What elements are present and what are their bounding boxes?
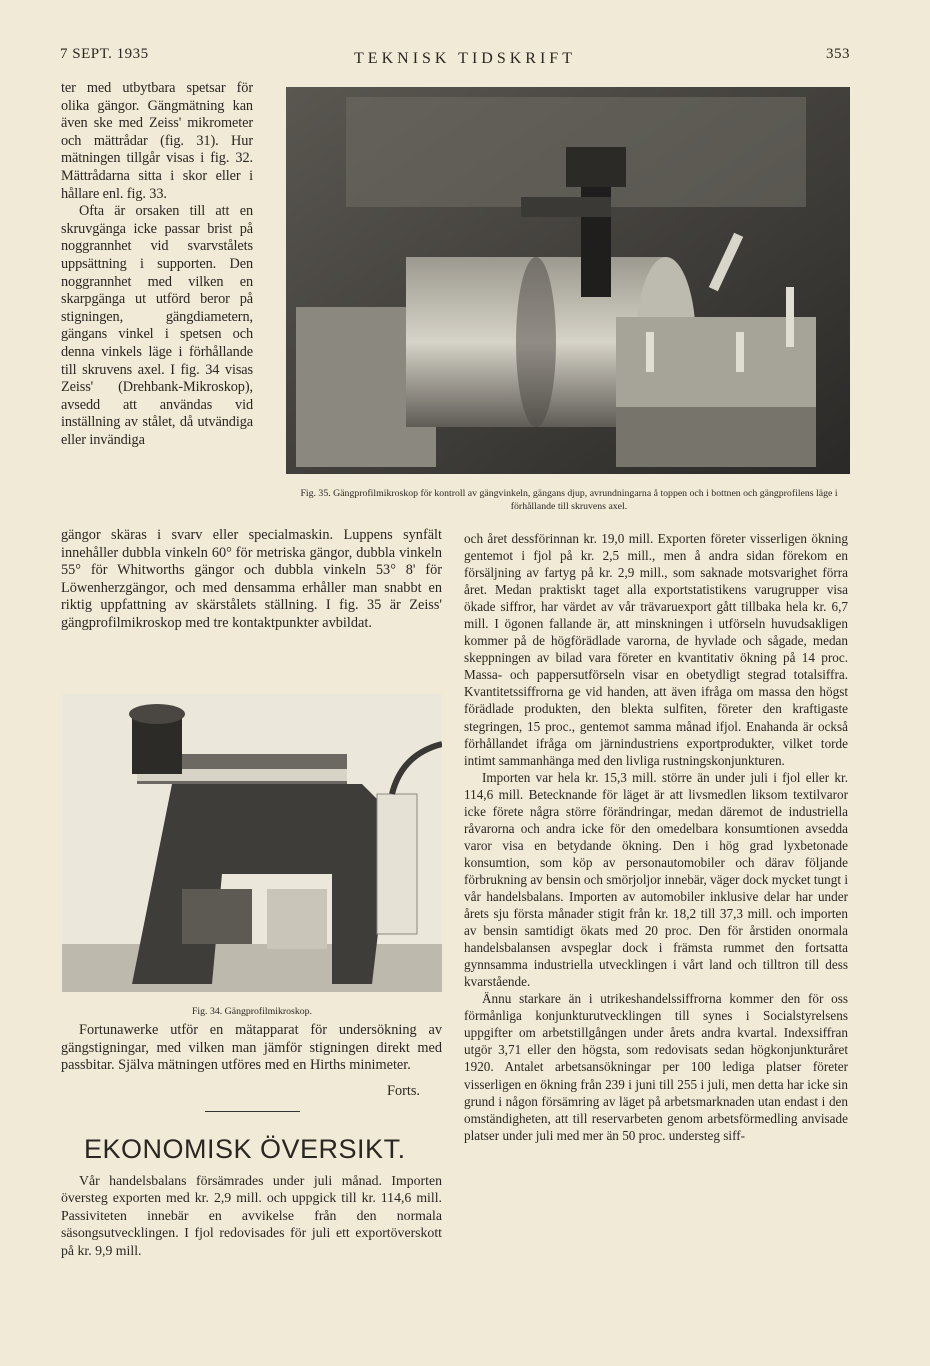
section-left-text — [61, 1172, 442, 1259]
article-paragraph: Fortunawerke utför en mätapparat för undersökning av gängstigningar, med vilken man jämför stigningen direkt med passbitar. Själva mätningen utföres med en Hirths minimeter. — [61, 1022, 442, 1074]
article-narrow-column — [61, 80, 253, 449]
header-journal-title: TEKNISK TIDSKRIFT — [354, 50, 576, 67]
economy-paragraph: Vår handelsbalans försämrades under juli månad. Importen översteg exporten med kr. 2,9 mill. och uppgick till kr. 114,6 mill. Passiviteten innebär en avvikelse från den normala säsongsutvecklingen. I fjol redovisades för juli ett exportöverskott på kr. 9,9 mill. — [61, 1173, 442, 1258]
section-divider — [205, 1111, 300, 1112]
fig34-caption: Fig. 34. Gängprofilmikroskop. — [191, 1006, 312, 1017]
fortunawerke-block — [61, 1022, 442, 1099]
economy-paragraph: Importen var hela kr. 15,3 mill. större än under juli i fjol eller kr. 114,6 mill. Betecknande för läget är att livsmedlen liksom textilvaror icke förete några större förändringar, medan däremot de industriella råvarorna och andra icke för den omedelbara konsumtionen avsedda varor visa en betydande ökning. Den i hög grad lyxbetonade konsumtion, som köp av personautomobiler och därav följande förbrukning av bensin och smörjoljor innebär, väger dock mycket tungt i vår handelsbalans. Importen av automobiler inklusive delar har under årets sju första månader stigit från kr. 18,2 till 37,3 mill. och importen av bensin samtidigt ökats med 20 proc. Den för årstiden onormala handelsbalansen avspeglar dock i främsta rummet den fortsatta gynnsamma industriella utvecklingen i vårt land och tilltron till dess kvarstående. — [464, 769, 848, 990]
article-paragraph: Ofta är orsaken till att en skruvgänga icke passar brist på noggrannhet vid svarvstålets uppsättning i supporten. Den noggrannhet med vilken en skarpgänga ut utförd beror på stigningen, gängdiametern, gängans vinkel i spetsen och denna vinkels läge i förhållande till skruvens axel. I fig. 34 visas Zeiss' (Drehbank-Mikroskop), avsedd att användas vid inställning av stålet, då utvändiga eller invändiga — [61, 203, 253, 448]
fig34-microscope-illustration — [62, 694, 442, 992]
fig34-photo — [62, 694, 442, 992]
article-paragraph: gängor skäras i svarv eller specialmaskin. Luppens synfält innehåller dubbla vinkeln 60° för metriska gängor, dubbla vinkeln 55° för Whitworths gängor och dubbla vinkeln 53° 8' för Löwenherzgängor, och med densamma erhåller man snabbt en riktig uppfattning av skärstålets ställning. I fig. 35 är Zeiss' gängprofilmikroskop med tre kontaktpunkter avbildat. — [61, 527, 442, 631]
article-wide-column — [61, 527, 442, 633]
fig35-microscope-illustration — [286, 87, 850, 474]
economy-paragraph: och året dessförinnan kr. 19,0 mill. Exporten företer visserligen ökning gentemot i fjol på kr. 2,5 mill., men å andra sidan förekom en försäljning av fartyg på kr. 2,9 mill., som saknade motsvarighet förra året. Medan praktiskt taget alla exportstatistikens varugrupper visa ökade siffror, har värdet av vår trävaruexport gått tillbaka hela kr. 6,7 mill. I ögonen fallande är, att minskningen i utförseln huvudsakligen kommer på de högförädlade varorna, de hyvlade och sågade, medan skeppningen av bilad vara företer en kvantitativ ökning på 14 proc. Massa- och pappersutförseln visar en obetydligt stegrad totalsiffra. Kvantitetssiffrorna ge vid handen, att även ifråga om massa den högst förädlade produkten, den blekta sulfiten, företer den kraftigaste stegringen, 15 proc., gentemot samma månad ifjol. Enahanda är också förhållandet ifråga om järnindustriens exportprodukter, vilket torde intimt sammanhänga med den livliga rustningskonjunkturen. — [464, 531, 848, 768]
economy-paragraph: Ännu starkare än i utrikeshandelssiffrorna kommer den för oss förmånliga konjunkturutvecklingen till synes i Socialstyrelsens uppgifter om arbetstillgången under årets andra kvartal. Indexsiffran utgör 3,71 eller den högsta, som redovisats sedan högkonjunkturåret 1920. Antalet arbetsansökningar per 100 lediga platser företer visserligen en ökning från 239 i juni till 255 i juli, men detta har icke sin grund i någon försämring av läget på arbetsmarknaden utan endast i den omständigheten, att till reservarbeten genom arbetsförmedling anvisade platser under juli med mer än 50 proc. understeg siff- — [464, 991, 848, 1143]
article-paragraph: ter med utbytbara spetsar för olika gängor. Gängmätning kan även ske med Zeiss' mikrometer och mättrådar (fig. 31). Hur mätningen tillgår visas i fig. 32. Mättrådarna sitta i skor eller i hållare enl. fig. 33. — [61, 80, 253, 202]
section-title: EKONOMISK ÖVERSIKT. — [84, 1134, 406, 1164]
fig35-photo — [286, 87, 850, 474]
header-page-number: 353 — [826, 46, 850, 62]
continued-marker: Forts. — [387, 1083, 420, 1099]
right-column — [464, 530, 848, 1144]
fig35-caption: Fig. 35. Gängprofilmikroskop för kontroll av gängvinkeln, gängans djup, avrundningarna å toppen och i bottnen och gängprofilens läge i förhållande till skruvens axel. — [300, 488, 838, 512]
header-date: 7 SEPT. 1935 — [60, 46, 149, 62]
